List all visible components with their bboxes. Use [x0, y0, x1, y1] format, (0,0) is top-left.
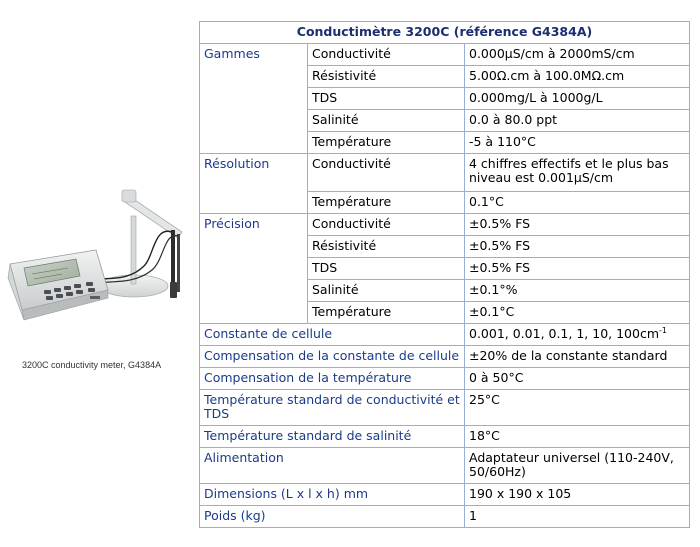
value-cell: ±20% de la constante standard	[465, 346, 690, 368]
label-cell: Compensation de la température	[200, 368, 465, 390]
value-superscript: -1	[659, 325, 667, 335]
value-cell	[465, 324, 690, 346]
param-cell: Conductivité	[308, 44, 465, 66]
param-cell: Conductivité	[308, 214, 465, 236]
label-cell: Température standard de salinité	[200, 426, 465, 448]
param-cell: Résistivité	[308, 66, 465, 88]
table-row	[200, 448, 690, 484]
value-cell: 18°C	[465, 426, 690, 448]
table-row	[200, 44, 690, 66]
table-row	[200, 484, 690, 506]
spec-table	[199, 21, 690, 528]
value-cell: 0.000mg/L à 1000g/L	[465, 88, 690, 110]
label-cell: Poids (kg)	[200, 506, 465, 528]
param-cell: Conductivité	[308, 154, 465, 192]
group-label-precision: Précision	[200, 214, 308, 324]
param-cell: Température	[308, 302, 465, 324]
value-cell: 5.00Ω.cm à 100.0MΩ.cm	[465, 66, 690, 88]
table-row	[200, 368, 690, 390]
conductivity-meter-image	[4, 186, 194, 336]
value-cell: 4 chiffres effectifs et le plus bas niveau est 0.001µS/cm	[465, 154, 690, 192]
table-row	[200, 346, 690, 368]
value-cell: 0.0 à 80.0 ppt	[465, 110, 690, 132]
label-cell: Constante de cellule	[200, 324, 465, 346]
param-cell: TDS	[308, 258, 465, 280]
table-row	[200, 324, 690, 346]
table-row	[200, 506, 690, 528]
value-cell: 25°C	[465, 390, 690, 426]
param-cell: Résistivité	[308, 236, 465, 258]
table-row	[200, 214, 690, 236]
value-cell: 0 à 50°C	[465, 368, 690, 390]
image-caption: 3200C conductivity meter, G4384A	[22, 360, 162, 370]
value-cell: 0.000µS/cm à 2000mS/cm	[465, 44, 690, 66]
value-cell: Adaptateur universel (110-240V, 50/60Hz)	[465, 448, 690, 484]
value-cell: ±0.5% FS	[465, 258, 690, 280]
value-cell: ±0.5% FS	[465, 214, 690, 236]
value-cell: 190 x 190 x 105	[465, 484, 690, 506]
value-cell: ±0.1°%	[465, 280, 690, 302]
param-cell: Salinité	[308, 280, 465, 302]
param-cell: Salinité	[308, 110, 465, 132]
table-title-row	[200, 22, 690, 44]
label-cell: Compensation de la constante de cellule	[200, 346, 465, 368]
value-cell: 0.1°C	[465, 192, 690, 214]
value-cell: ±0.1°C	[465, 302, 690, 324]
param-cell: TDS	[308, 88, 465, 110]
value-cell: 1	[465, 506, 690, 528]
param-cell: Température	[308, 192, 465, 214]
param-cell: Température	[308, 132, 465, 154]
table-row	[200, 390, 690, 426]
value-cell: -5 à 110°C	[465, 132, 690, 154]
value-cell: ±0.5% FS	[465, 236, 690, 258]
label-cell: Alimentation	[200, 448, 465, 484]
label-cell: Température standard de conductivité et TDS	[200, 390, 465, 426]
table-row	[200, 426, 690, 448]
table-title: Conductimètre 3200C (référence G4384A)	[200, 22, 690, 44]
value-text: 0.001, 0.01, 0.1, 1, 10, 100cm	[469, 326, 659, 341]
table-row	[200, 154, 690, 192]
group-label-resolution: Résolution	[200, 154, 308, 214]
group-label-gammes: Gammes	[200, 44, 308, 154]
label-cell: Dimensions (L x l x h) mm	[200, 484, 465, 506]
